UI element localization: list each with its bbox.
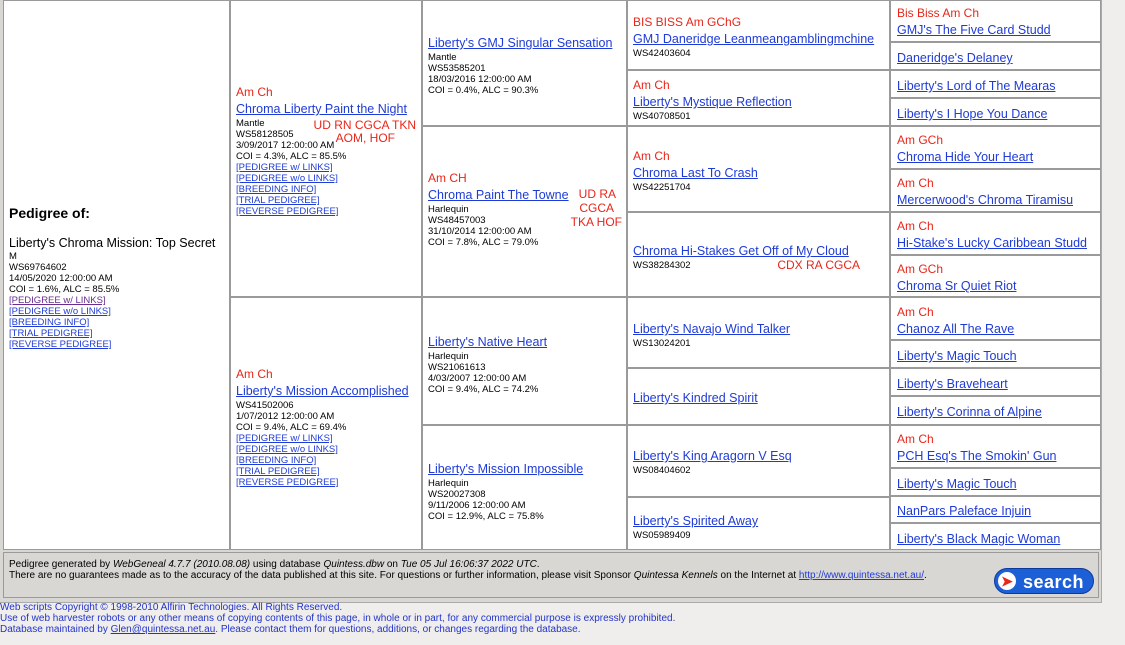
gen4-title: Am Ch — [897, 432, 934, 446]
gen3-cell-2 — [627, 70, 890, 126]
dam-reverse-pedigree[interactable]: [REVERSE PEDIGREE] — [236, 477, 339, 488]
gen2-name-link[interactable]: Liberty's Mission Impossible — [428, 462, 584, 476]
gen3-reg: WS08404602 — [633, 465, 691, 476]
gen4-name-link[interactable]: Hi-Stake's Lucky Caribbean Studd — [897, 236, 1087, 250]
gen4-title: Am GCh — [897, 262, 944, 276]
maintainer-text: . Please contact them for questions, additions, or changes regarding the database. — [215, 624, 581, 635]
sire-title: Am Ch — [236, 85, 273, 99]
gen3-cell-4 — [627, 212, 890, 297]
sire-color: Mantle — [236, 118, 265, 129]
gen2-name-link[interactable]: Chroma Paint The Towne — [428, 188, 569, 202]
subject-details — [9, 251, 119, 350]
gen2-coi: COI = 9.4%, ALC = 74.2% — [428, 384, 539, 395]
sire-pedigree-without-links[interactable]: [PEDIGREE w/o LINKS] — [236, 173, 338, 184]
gen3-suffix: CDX RA CGCA — [777, 258, 860, 272]
database-name: Quintess.dbw — [323, 559, 385, 570]
gen3-name-link[interactable]: Liberty's Navajo Wind Talker — [633, 322, 791, 336]
gen4-title: Am Ch — [897, 176, 934, 190]
search-button[interactable] — [994, 568, 1094, 594]
gen4-name-link[interactable]: Chanoz All The Rave — [897, 322, 1015, 336]
dam-coi: COI = 9.4%, ALC = 69.4% — [236, 422, 347, 433]
search-button-label: search — [1023, 572, 1085, 592]
gen3-reg: WS38284302 — [633, 260, 691, 271]
subject-reg: WS69764602 — [9, 262, 67, 273]
gen4-name-link[interactable]: GMJ's The Five Card Studd — [897, 23, 1051, 37]
gen3-reg: WS42403604 — [633, 48, 691, 59]
dam-breeding-info[interactable]: [BREEDING INFO] — [236, 455, 317, 466]
gen4-title: Am GCh — [897, 133, 944, 147]
disclaimer-text: . — [924, 570, 927, 581]
sire-breeding-info[interactable]: [BREEDING INFO] — [236, 184, 317, 195]
gen3-name-link[interactable]: Chroma Last To Crash — [633, 166, 758, 180]
subject-dob: 14/05/2020 12:00:00 AM — [9, 273, 113, 284]
gen2-suffix-1: UD RA — [578, 187, 616, 201]
gen2-reg: WS48457003 — [428, 215, 486, 226]
sire-trial-pedigree[interactable]: [TRIAL PEDIGREE] — [236, 195, 320, 206]
gen4-title: Am Ch — [897, 305, 934, 319]
sire-cell — [230, 0, 422, 297]
gen3-name-link[interactable]: Liberty's Kindred Spirit — [633, 391, 758, 405]
gen2-coi: COI = 12.9%, ALC = 75.8% — [428, 511, 544, 522]
generated-by-line — [9, 559, 540, 570]
gen4-name-link[interactable]: Liberty's Corinna of Alpine — [897, 405, 1042, 419]
gen3-title: Am Ch — [633, 78, 670, 92]
gen4-name-link[interactable]: Liberty's Lord of The Mearas — [897, 79, 1056, 93]
dam-title: Am Ch — [236, 367, 273, 381]
maintainer-email-link[interactable]: Glen@quintessa.net.au — [110, 624, 216, 635]
gen2-color: Harlequin — [428, 478, 469, 489]
gen2-dob: 31/10/2014 12:00:00 AM — [428, 226, 532, 237]
gen2-reg: WS20027308 — [428, 489, 486, 500]
harvester-notice: Use of web harvester robots or any other means of copying contents of this page, in whole or in part, for any commercial purpose is expressly prohibited. — [0, 613, 676, 624]
dam-dob: 1/07/2012 12:00:00 AM — [236, 411, 335, 422]
gen4-name-link[interactable]: Chroma Hide Your Heart — [897, 150, 1034, 164]
sire-reverse-pedigree[interactable]: [REVERSE PEDIGREE] — [236, 206, 339, 217]
reverse-pedigree-link[interactable]: [REVERSE PEDIGREE] — [9, 339, 112, 350]
maintainer-text: Database maintained by — [0, 624, 111, 635]
gen4-title: Bis Biss Am Ch — [897, 6, 980, 20]
gen4-name-link[interactable]: NanPars Paleface Injuin — [897, 504, 1032, 518]
sire-dob: 3/09/2017 12:00:00 AM — [236, 140, 335, 151]
sire-name-link[interactable]: Chroma Liberty Paint the Night — [236, 102, 407, 116]
sponsor-name: Quintessa Kennels — [633, 570, 718, 581]
gen4-cell-10 — [890, 340, 1101, 368]
gen4-name-link[interactable]: Chroma Sr Quiet Riot — [897, 279, 1017, 293]
gen2-color: Harlequin — [428, 351, 469, 362]
generated-by-text: on — [384, 559, 401, 570]
gen4-cell-12 — [890, 396, 1101, 425]
gen3-cell-3 — [627, 126, 890, 212]
gen4-name-link[interactable]: Mercerwood's Chroma Tiramisu — [897, 193, 1074, 207]
gen4-cell-13 — [890, 425, 1101, 468]
sire-pedigree-with-links[interactable]: [PEDIGREE w/ LINKS] — [236, 162, 333, 173]
gen4-name-link[interactable]: Liberty's Black Magic Woman — [897, 532, 1061, 546]
gen2-title: Am CH — [428, 171, 467, 185]
dam-pedigree-without-links[interactable]: [PEDIGREE w/o LINKS] — [236, 444, 338, 455]
gen3-reg: WS42251704 — [633, 182, 691, 193]
gen4-title: Am Ch — [897, 219, 934, 233]
gen3-title: BIS BISS Am GChG — [633, 15, 742, 29]
dam-name-link[interactable]: Liberty's Mission Accomplished — [236, 384, 409, 398]
gen3-name-link[interactable]: Chroma Hi-Stakes Get Off of My Cloud — [633, 244, 849, 258]
gen4-cell-14 — [890, 468, 1101, 496]
dam-trial-pedigree[interactable]: [TRIAL PEDIGREE] — [236, 466, 320, 477]
gen3-name-link[interactable]: GMJ Daneridge Leanmeangamblingmchine — [633, 32, 875, 46]
gen4-name-link[interactable]: Liberty's Magic Touch — [897, 349, 1017, 363]
gen2-dob: 18/03/2016 12:00:00 AM — [428, 74, 532, 85]
gen3-reg: WS05989409 — [633, 530, 691, 541]
gen3-title: Am Ch — [633, 149, 670, 163]
gen3-name-link[interactable]: Liberty's Spirited Away — [633, 514, 759, 528]
gen2-name-link[interactable]: Liberty's GMJ Singular Sensation — [428, 36, 613, 50]
gen2-dob: 9/11/2006 12:00:00 AM — [428, 500, 526, 511]
gen4-name-link[interactable]: Liberty's I Hope You Dance — [897, 107, 1048, 121]
copyright-line: Web scripts Copyright © 1998-2010 Alfirin Technologies. All Rights Reserved. — [0, 602, 343, 613]
gen4-cell-1 — [890, 0, 1101, 42]
trial-pedigree-link[interactable]: [TRIAL PEDIGREE] — [9, 328, 93, 339]
gen3-cell-8 — [627, 497, 890, 550]
gen3-cell-6 — [627, 368, 890, 425]
subject-sex: M — [9, 251, 17, 262]
gen4-name-link[interactable]: Daneridge's Delaney — [897, 51, 1013, 65]
gen2-dob: 4/03/2007 12:00:00 AM — [428, 373, 527, 384]
breeding-info-link[interactable]: [BREEDING INFO] — [9, 317, 90, 328]
gen3-reg: WS40708501 — [633, 111, 691, 122]
sire-suffix-2: AOM, HOF — [335, 131, 395, 145]
gen2-cell-2 — [422, 126, 627, 297]
gen4-cell-5 — [890, 126, 1101, 169]
gen4-name-link[interactable]: PCH Esq's The Smokin' Gun — [897, 449, 1057, 463]
gen2-cell-3 — [422, 297, 627, 425]
disclaimer-text: There are no guarantees made as to the accuracy of the data published at this site. For questions or further information, please visit Sponsor — [9, 570, 634, 581]
gen4-cell-6 — [890, 169, 1101, 212]
gen3-cell-5 — [627, 297, 890, 368]
subject-cell — [3, 0, 230, 550]
gen4-cell-11 — [890, 368, 1101, 396]
gen2-name-link[interactable]: Liberty's Native Heart — [428, 335, 548, 349]
dam-cell — [230, 297, 422, 550]
gen4-cell-3 — [890, 70, 1101, 98]
gen2-suffix-2: CGCA — [579, 201, 614, 215]
gen4-name-link[interactable]: Liberty's Braveheart — [897, 377, 1008, 391]
sponsor-url-link[interactable]: http://www.quintessa.net.au/ — [798, 570, 924, 581]
gen2-coi: COI = 7.8%, ALC = 79.0% — [428, 237, 539, 248]
gen2-color: Mantle — [428, 52, 457, 63]
gen4-cell-4 — [890, 98, 1101, 126]
maintainer-line — [0, 624, 581, 635]
sire-reg: WS58128505 — [236, 129, 294, 140]
sire-suffix-1: UD RN CGCA TKN — [313, 118, 416, 132]
gen4-cell-9 — [890, 297, 1101, 340]
back-arrow-icon: ➤ — [998, 572, 1016, 590]
dam-reg: WS41502006 — [236, 400, 294, 411]
subject-name: Liberty's Chroma Mission: Top Secret — [9, 236, 216, 250]
gen4-cell-16 — [890, 523, 1101, 550]
gen2-suffix-3: TKA HOF — [570, 215, 622, 229]
generated-date: Tue 05 Jul 16:06:37 2022 UTC — [400, 559, 537, 570]
gen3-cell-7 — [627, 425, 890, 497]
gen4-cell-15 — [890, 496, 1101, 523]
pedigree-heading: Pedigree of: — [9, 205, 90, 221]
gen3-name-link[interactable]: Liberty's Mystique Reflection — [633, 95, 792, 109]
subject-coi: COI = 1.6%, ALC = 85.5% — [9, 284, 120, 295]
disclaimer-text: on the Internet at — [717, 570, 799, 581]
gen2-reg: WS53585201 — [428, 63, 486, 74]
gen2-cell-1 — [422, 0, 627, 126]
gen3-reg: WS13024201 — [633, 338, 691, 349]
generated-by-text: . — [536, 559, 540, 570]
gen3-name-link[interactable]: Liberty's King Aragorn V Esq — [633, 449, 792, 463]
software-name: WebGeneal 4.7.7 (2010.08.08) — [112, 559, 251, 570]
pedigree-without-links-link[interactable]: [PEDIGREE w/o LINKS] — [9, 306, 111, 317]
gen4-name-link[interactable]: Liberty's Magic Touch — [897, 477, 1017, 491]
pedigree-with-links-link[interactable]: [PEDIGREE w/ LINKS] — [9, 295, 106, 306]
gen4-cell-7 — [890, 212, 1101, 255]
generated-by-text: using database — [250, 559, 324, 570]
gen2-coi: COI = 0.4%, ALC = 90.3% — [428, 85, 539, 96]
dam-pedigree-with-links[interactable]: [PEDIGREE w/ LINKS] — [236, 433, 333, 444]
gen2-color: Harlequin — [428, 204, 469, 215]
gen4-cell-8 — [890, 255, 1101, 297]
disclaimer-line — [9, 570, 927, 581]
generated-by-text: Pedigree generated by — [9, 559, 113, 570]
gen2-reg: WS21061613 — [428, 362, 486, 373]
gen2-cell-4 — [422, 425, 627, 550]
footer-info — [3, 552, 1099, 598]
sire-coi: COI = 4.3%, ALC = 85.5% — [236, 151, 347, 162]
gen3-cell-1 — [627, 0, 890, 70]
gen4-cell-2 — [890, 42, 1101, 70]
